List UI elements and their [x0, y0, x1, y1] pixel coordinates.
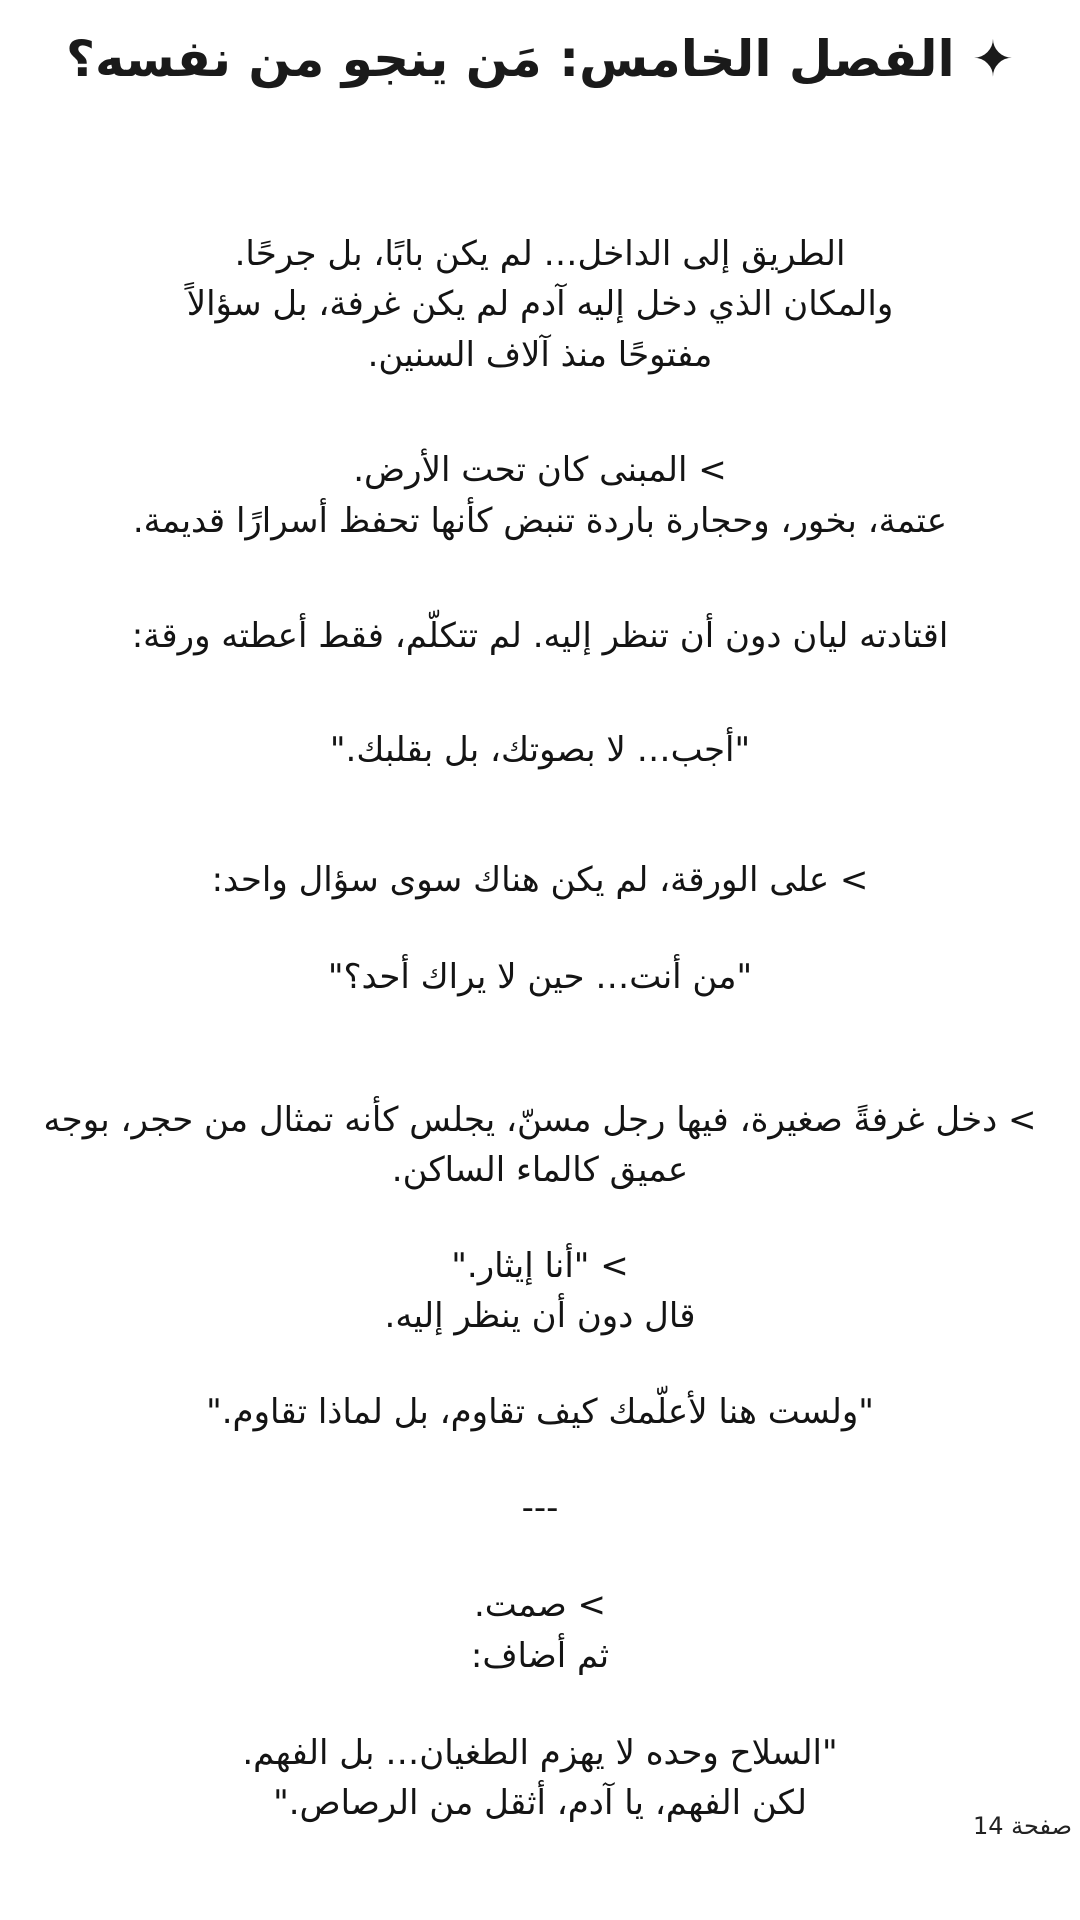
text-line: عميق كالماء الساكن.	[391, 1150, 689, 1190]
quote-line: "من أنت… حين لا يراك أحد؟"	[327, 957, 753, 997]
chapter-title: ✦ الفصل الخامس: مَن ينجو من نفسه؟	[66, 30, 1014, 88]
text-line: > على الورقة، لم يكن هناك سوى سؤال واحد:	[211, 860, 869, 900]
page-number: صفحة 14	[972, 1812, 1072, 1840]
text-line: الطريق إلى الداخل… لم يكن بابًا، بل جرحًا.	[234, 234, 846, 274]
quote-line: "أجب… لا بصوتك، بل بقلبك."	[329, 730, 751, 770]
text-line: > المبنى كان تحت الأرض.	[353, 450, 727, 490]
text-line: قال دون أن ينظر إليه.	[384, 1296, 696, 1336]
quote-line: "السلاح وحده لا يهزم الطغيان… بل الفهم.	[242, 1733, 838, 1773]
text-line: عتمة، بخور، وحجارة باردة تنبض كأنها تحفظ أسرارًا قديمة.	[132, 501, 948, 541]
text-line: ثم أضاف:	[470, 1636, 610, 1676]
quote-line: لكن الفهم، يا آدم، أثقل من الرصاص."	[273, 1783, 807, 1823]
quote-line: "ولست هنا لأعلّمك كيف تقاوم، بل لماذا تقاوم."	[206, 1392, 874, 1432]
text-line: والمكان الذي دخل إليه آدم لم يكن غرفة، بل سؤالاً	[186, 284, 894, 324]
section-divider: ---	[521, 1488, 559, 1528]
text-line: > دخل غرفةً صغيرة، فيها رجل مسنّ، يجلس كأنه تمثال من حجر، بوجه	[43, 1100, 1037, 1140]
text-line: > صمت.	[473, 1585, 606, 1625]
text-line: مفتوحًا منذ آلاف السنين.	[367, 335, 713, 375]
text-line: اقتادته ليان دون أن تنظر إليه. لم تتكلّم، فقط أعطته ورقة:	[131, 616, 949, 656]
quote-line: > "أنا إيثار."	[451, 1246, 629, 1286]
